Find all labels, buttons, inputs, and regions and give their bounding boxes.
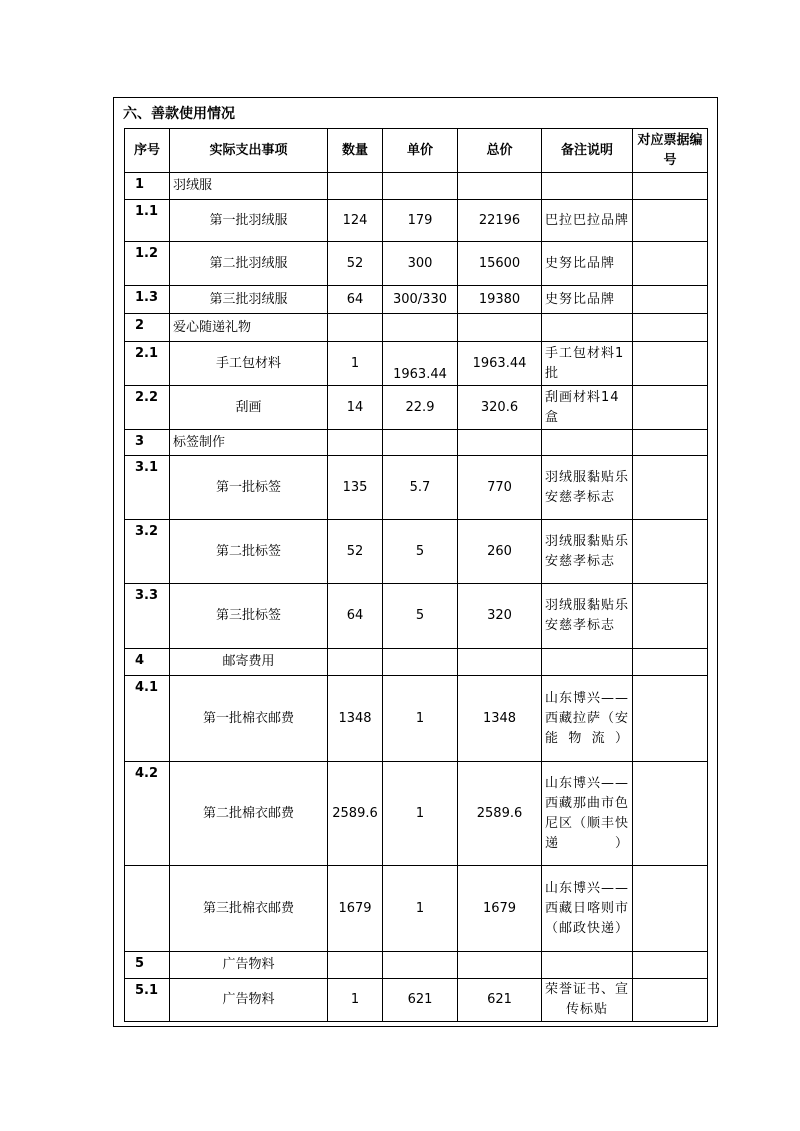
row-seq: 4.1 (125, 676, 170, 762)
table-row (125, 386, 708, 430)
row-qty: 1 (328, 979, 383, 1022)
row-price: 5 (383, 584, 458, 649)
header-item: 实际支出事项 (170, 129, 328, 173)
row-qty: 64 (328, 584, 383, 649)
table-row (125, 200, 708, 242)
row-seq: 3.3 (125, 584, 170, 649)
row-item: 第一批标签 (170, 456, 328, 520)
row-total (458, 649, 542, 676)
row-qty: 2589.6 (328, 762, 383, 866)
row-item: 广告物料 (170, 979, 328, 1022)
row-qty: 52 (328, 520, 383, 584)
row-item: 羽绒服 (170, 173, 328, 200)
row-note: 山东博兴——西藏拉萨（安能物流） (542, 676, 633, 762)
row-invoice (633, 386, 708, 430)
row-item: 第三批棉衣邮费 (170, 866, 328, 952)
row-qty: 52 (328, 242, 383, 286)
row-price: 1963.44 (383, 342, 458, 386)
section-title: 六、善款使用情况 (123, 106, 235, 122)
row-invoice (633, 456, 708, 520)
row-total: 22196 (458, 200, 542, 242)
row-note: 羽绒服黏贴乐安慈孝标志 (542, 456, 633, 520)
row-qty: 1 (328, 342, 383, 386)
row-price: 1 (383, 762, 458, 866)
row-seq: 3 (125, 430, 170, 456)
row-seq: 5 (125, 952, 170, 979)
row-qty: 64 (328, 286, 383, 314)
table-row (125, 342, 708, 386)
header-seq: 序号 (125, 129, 170, 173)
row-total: 2589.6 (458, 762, 542, 866)
row-qty: 14 (328, 386, 383, 430)
table-row (125, 676, 708, 762)
row-invoice (633, 520, 708, 584)
header-invoice: 对应票据编号 (633, 129, 708, 173)
row-item: 邮寄费用 (170, 649, 328, 676)
row-qty: 135 (328, 456, 383, 520)
row-price: 179 (383, 200, 458, 242)
row-item: 第三批羽绒服 (170, 286, 328, 314)
row-invoice (633, 200, 708, 242)
row-item: 爱心随递礼物 (170, 314, 328, 342)
table-row (125, 456, 708, 520)
row-price: 5.7 (383, 456, 458, 520)
row-seq: 3.2 (125, 520, 170, 584)
row-note: 羽绒服黏贴乐安慈孝标志 (542, 584, 633, 649)
row-invoice (633, 242, 708, 286)
row-price: 1 (383, 676, 458, 762)
row-note (542, 430, 633, 456)
table-row (125, 242, 708, 286)
table-header-row (125, 129, 708, 173)
row-qty (328, 314, 383, 342)
row-qty: 1679 (328, 866, 383, 952)
row-seq (125, 866, 170, 952)
row-note: 手工包材料1批 (542, 342, 633, 386)
row-note: 羽绒服黏贴乐安慈孝标志 (542, 520, 633, 584)
row-invoice (633, 866, 708, 952)
row-price: 1 (383, 866, 458, 952)
row-seq: 4 (125, 649, 170, 676)
row-note: 史努比品牌 (542, 286, 633, 314)
row-price: 22.9 (383, 386, 458, 430)
row-note: 史努比品牌 (542, 242, 633, 286)
header-total: 总价 (458, 129, 542, 173)
row-qty (328, 649, 383, 676)
row-total: 15600 (458, 242, 542, 286)
row-note: 山东博兴——西藏日喀则市（邮政快递） (542, 866, 633, 952)
header-qty: 数量 (328, 129, 383, 173)
row-note: 刮画材料14盒 (542, 386, 633, 430)
row-price (383, 430, 458, 456)
table-row (125, 584, 708, 649)
row-total: 19380 (458, 286, 542, 314)
row-invoice (633, 342, 708, 386)
row-seq: 3.1 (125, 456, 170, 520)
row-total: 621 (458, 979, 542, 1022)
expense-table (124, 128, 708, 1022)
row-seq: 2.2 (125, 386, 170, 430)
table-row (125, 762, 708, 866)
row-price (383, 173, 458, 200)
table-row (125, 314, 708, 342)
row-note: 山东博兴——西藏那曲市色尼区（顺丰快递） (542, 762, 633, 866)
row-seq: 1 (125, 173, 170, 200)
row-total: 1679 (458, 866, 542, 952)
row-price (383, 314, 458, 342)
row-price: 300 (383, 242, 458, 286)
row-seq: 1.1 (125, 200, 170, 242)
row-note: 巴拉巴拉品牌 (542, 200, 633, 242)
row-invoice (633, 676, 708, 762)
row-total (458, 430, 542, 456)
row-invoice (633, 430, 708, 456)
row-invoice (633, 649, 708, 676)
row-price: 300/330 (383, 286, 458, 314)
row-item: 标签制作 (170, 430, 328, 456)
row-qty (328, 173, 383, 200)
table-row (125, 866, 708, 952)
row-total: 320.6 (458, 386, 542, 430)
header-note: 备注说明 (542, 129, 633, 173)
row-qty: 124 (328, 200, 383, 242)
row-item: 第二批棉衣邮费 (170, 762, 328, 866)
row-item: 第一批羽绒服 (170, 200, 328, 242)
row-item: 刮画 (170, 386, 328, 430)
table-row (125, 979, 708, 1022)
row-seq: 2.1 (125, 342, 170, 386)
row-price: 621 (383, 979, 458, 1022)
row-seq: 1.2 (125, 242, 170, 286)
table-row (125, 286, 708, 314)
row-price (383, 952, 458, 979)
row-item: 第三批标签 (170, 584, 328, 649)
row-seq: 5.1 (125, 979, 170, 1022)
row-note (542, 173, 633, 200)
row-note (542, 649, 633, 676)
row-qty (328, 952, 383, 979)
row-total (458, 173, 542, 200)
header-price: 单价 (383, 129, 458, 173)
row-note: 荣誉证书、宣传标贴 (542, 979, 633, 1022)
table-row (125, 430, 708, 456)
row-price: 5 (383, 520, 458, 584)
row-price (383, 649, 458, 676)
row-invoice (633, 314, 708, 342)
table-row (125, 649, 708, 676)
row-invoice (633, 762, 708, 866)
row-seq: 1.3 (125, 286, 170, 314)
row-qty (328, 430, 383, 456)
row-invoice (633, 979, 708, 1022)
row-seq: 2 (125, 314, 170, 342)
row-total: 770 (458, 456, 542, 520)
row-total (458, 314, 542, 342)
table-row (125, 520, 708, 584)
row-item: 手工包材料 (170, 342, 328, 386)
row-note (542, 952, 633, 979)
row-qty: 1348 (328, 676, 383, 762)
row-item: 第一批棉衣邮费 (170, 676, 328, 762)
row-total: 320 (458, 584, 542, 649)
row-total: 1963.44 (458, 342, 542, 386)
row-item: 第二批标签 (170, 520, 328, 584)
row-invoice (633, 952, 708, 979)
row-item: 第二批羽绒服 (170, 242, 328, 286)
table-row (125, 952, 708, 979)
row-total: 260 (458, 520, 542, 584)
row-total: 1348 (458, 676, 542, 762)
row-item: 广告物料 (170, 952, 328, 979)
row-total (458, 952, 542, 979)
table-row (125, 173, 708, 200)
row-invoice (633, 173, 708, 200)
row-seq: 4.2 (125, 762, 170, 866)
row-invoice (633, 286, 708, 314)
row-note (542, 314, 633, 342)
row-invoice (633, 584, 708, 649)
